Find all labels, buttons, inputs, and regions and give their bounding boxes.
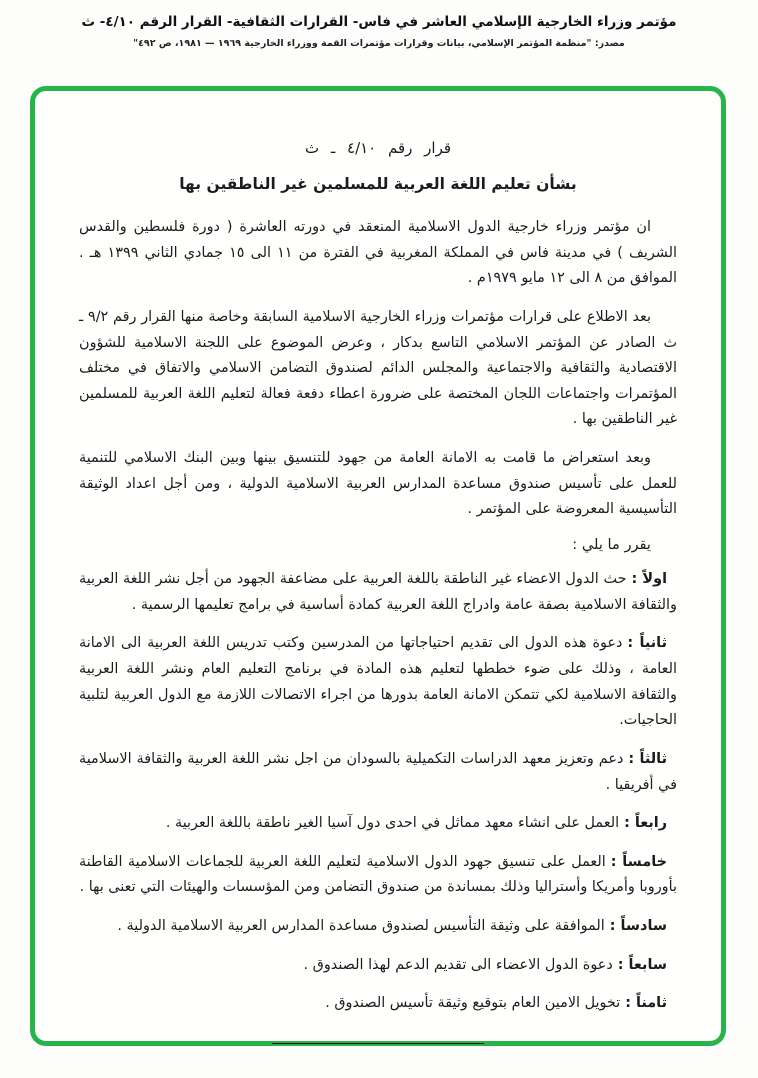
resolution-item — [79, 914, 677, 940]
resolution-item — [79, 953, 677, 979]
preamble-paragraph: بعد الاطلاع على قرارات مؤتمرات وزراء الخارجية الاسلامية السابقة وخاصة منها القرار رقم ٩/٢ ـ ث الصادر عن المؤتمر الاسلامي التاسع بدكار ، وعرض الموضوع على اللجنة الاسلامية للشؤون الاقتصادية والثقافية والاجتماعية والمجلس الدائم لصندوق التضامن الاسلامي والاتفاق في مختلف المؤتمرات واجتماعات اللجان المختصة على ضرورة اعطاء دفعة فعالة لتعليم اللغة العربية للمسلمين غير الناطقين بها . — [79, 308, 677, 428]
item-text: العمل على انشاء معهد مماثل في احدى دول آسيا الغير ناطقة باللغة العربية . — [165, 815, 620, 832]
header-source: مصدر: "منظمة المؤتمر الإسلامي، بيانات وقرارات مؤتمرات القمة ووزراء الخارجية ١٩٦٩ — ١٩٨١، ص ٤٩٢" — [133, 37, 625, 49]
document-frame — [30, 86, 726, 1046]
item-label: ثالثاً : — [628, 750, 667, 767]
resolution-item — [79, 567, 677, 618]
document-body — [35, 91, 721, 1044]
item-text: دعوة الدول الاعضاء الى تقديم الدعم لهذا الصندوق . — [303, 956, 613, 973]
item-label: رابعاً : — [624, 815, 667, 832]
item-label: ثانياً : — [627, 635, 667, 652]
item-label: سادساً : — [609, 918, 667, 935]
item-text: دعوة هذه الدول الى تقديم احتياجاتها من المدرسين وكتب تدريس اللغة العربية الى الامانة العامة ، وذلك على ضوء خططها لتعليم هذه المادة في برنامج التعليم العام ونشر اللغة العربية والثقافة الاسلامية لكي تتمكن الامانة العامة بدورها من اجراء الاتصالات اللازمة مع الدول العربية لتلبية الحاجيات. — [79, 635, 677, 729]
resolution-item — [79, 991, 677, 1017]
decision-intro: يقرر ما يلي : — [572, 536, 651, 554]
resolution-subject: بشأن تعليم اللغة العربية للمسلمين غير الناطقين بها — [179, 175, 577, 193]
item-text: دعم وتعزيز معهد الدراسات التكميلية بالسودان من اجل نشر اللغة العربية والثقافة الاسلامية في أفريقيا . — [79, 750, 677, 793]
item-text: الموافقة على وثيقة التأسيس لصندوق مساعدة المدارس العربية الاسلامية الدولية . — [117, 918, 605, 935]
document-header — [0, 0, 758, 49]
header-title: مؤتمر وزراء الخارجية الإسلامي العاشر في فاس- القرارات الثقافية- القرار الرقم ٤/١٠- ث — [81, 14, 677, 30]
resolution-item — [79, 811, 677, 837]
resolution-item — [79, 631, 677, 734]
resolution-item — [79, 850, 677, 901]
preamble-paragraph: ان مؤتمر وزراء خارجية الدول الاسلامية المنعقد في دورته العاشرة ( دورة فلسطين والقدس الشريف ) في مدينة فاس في المملكة المغربية في الفترة من ١١ الى ١٥ جمادي الثاني ١٣٩٩ هـ . الموافق من ٨ الى ١٢ مايو ١٩٧٩م . — [79, 219, 678, 287]
item-label: اولاً : — [631, 571, 667, 588]
item-label: ثامناً : — [625, 995, 667, 1012]
item-text: العمل على تنسيق جهود الدول الاسلامية لتعليم اللغة العربية للجماعات الاسلامية القاطنة بأوروبا وأمريكا وأستراليا وذلك بمساندة من صندوق التضامن ومن المؤسسات والهيئات التي تعنى بها . — [79, 853, 677, 896]
item-text: تخويل الامين العام بتوقيع وثيقة تأسيس الصندوق . — [325, 995, 621, 1012]
preamble-paragraph: وبعد استعراض ما قامت به الامانة العامة من جهود للتنسيق بينها وبين البنك الاسلامي للتنمية للعمل على تأسيس صندوق مساعدة المدارس العربية الاسلامية الدولية ، ومن أجل اعداد الوثيقة التأسيسية المعروضة على المؤتمر . — [79, 450, 677, 518]
item-text: حث الدول الاعضاء غير الناطقة باللغة العربية على مضاعفة الجهود من أجل نشر اللغة العربية والثقافة الاسلامية بصفة عامة وادراج اللغة العربية كمادة أساسية في برامج تعليمها الرسمية . — [79, 571, 677, 613]
resolution-number: قرار رقم ٤/١٠ ـ ث — [304, 139, 452, 157]
resolution-item — [79, 747, 677, 798]
footer-rule — [272, 1043, 484, 1044]
item-label: خامساً : — [610, 853, 668, 870]
item-label: سابعاً : — [617, 956, 667, 973]
